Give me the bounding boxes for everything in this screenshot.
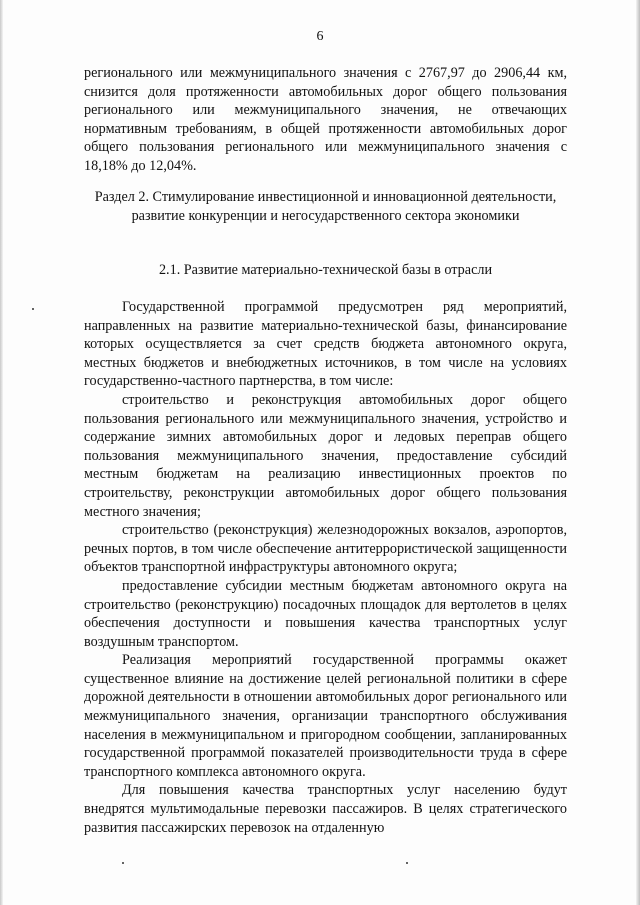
body-paragraph: Для повышения качества транспортных услуг населению будут внедрятся мультимодальные перевозки пассажиров. В целях стратегического развития пассажирских перевозок на отдаленную: [84, 782, 567, 836]
scan-edge-right: [636, 0, 640, 905]
body-paragraph: Реализация мероприятий государственной программы окажет существенное влияние на достижение целей региональной политики в сфере дорожной деятельности в отношении автомобильных дорог регионального или межмуниципального значения, организации транспортного обслуживания населения в межмуниципальном и пригородном сообщении, запланированных государственной программой показателей производительности труда в сфере транспортного комплекса автономного округа.: [84, 652, 567, 780]
body-paragraph: строительство (реконструкция) железнодорожных вокзалов, аэропортов, речных портов, в том числе обеспечение антитеррористической защищенности объектов транспортной инфраструктуры автономного округа;: [84, 522, 567, 576]
body-text: [84, 298, 567, 837]
subsection-title: 2.1. Развитие материально-технической базы в отрасли: [158, 262, 493, 278]
subsection-heading: [84, 261, 567, 280]
intro-paragraph-block: [84, 64, 567, 176]
body-paragraph: Государственной программой предусмотрен ряд мероприятий, направленных на развитие материально-технической базы, финансирование которых осуществляется за счет средств бюджета автономного округа, местных бюджетов и внебюджетных источников, в том числе на условиях государственно-частного партнерства, в том числе:: [84, 299, 567, 390]
scan-speck: [406, 862, 408, 864]
body-paragraph: предоставление субсидии местным бюджетам автономного округа на строительство (реконструкцию) посадочных площадок для вертолетов в целях обеспечения доступности и повышения качества транспортных услуг воздушным транспортом.: [84, 577, 567, 650]
scan-speck: [32, 308, 34, 310]
intro-paragraph: регионального или межмуниципального значения с 2767,97 до 2906,44 км, снизится доля протяженности автомобильных дорог общего пользования регионального или межмуниципального значения, не отвечающих нормативным требованиям, в общей протяженности автомобильных дорог общего пользования регионального или межмуниципального значения с 18,18% до 12,04%.: [84, 65, 567, 174]
section-title: Раздел 2. Стимулирование инвестиционной и инновационной деятельности, развитие конкуренции и негосударственного сектора экономики: [94, 189, 557, 224]
body-paragraph: строительство и реконструкция автомобильных дорог общего пользования регионального или межмуниципального значения, устройство и содержание зимних автомобильных дорог и ледовых переправ общего пользования межмуниципального значения, предоставление субсидий местным бюджетам на реализацию инвестиционных проектов по строительству, реконструкции автомобильных дорог общего пользования местного значения;: [84, 391, 567, 520]
section-heading: [84, 188, 567, 225]
scan-edge-left: [0, 0, 3, 905]
scan-speck: [122, 862, 124, 864]
page-number: 6: [316, 29, 324, 44]
